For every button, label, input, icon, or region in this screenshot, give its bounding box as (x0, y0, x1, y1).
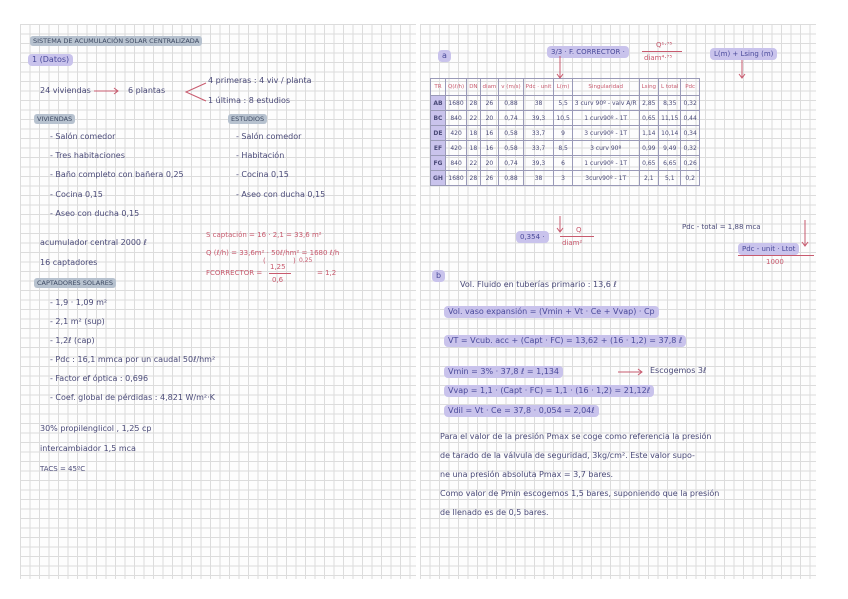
table-cell: GH (431, 171, 446, 186)
table-cell: 0,32 (681, 96, 699, 111)
fcorrector-exponent: 0,25 (299, 257, 313, 264)
table-cell: EF (431, 141, 446, 156)
table-cell: AB (431, 96, 446, 111)
acumulador-text: acumulador central 2000 ℓ (40, 238, 147, 247)
table-cell: 5,5 (554, 96, 572, 111)
fcorrector-paren: ( (263, 257, 266, 265)
table-cell: 420 (445, 141, 466, 156)
section-a-label: a (438, 50, 451, 62)
column-header: DN (467, 79, 480, 96)
table-cell: 3 curv 90º (572, 141, 639, 156)
table-cell: 840 (445, 156, 466, 171)
column-header: v (m/s) (499, 79, 523, 96)
table-cell: 1680 (445, 171, 466, 186)
escogemos-arrow (616, 366, 646, 378)
formula-numerator: Q¹·⁷⁵ (656, 41, 673, 49)
page-title: SISTEMA DE ACUMULACIÓN SOLAR CENTRALIZADA (30, 36, 202, 46)
table-cell: 3 curv 90º - valv A/R (572, 96, 639, 111)
viviendas-item: - Cocina 0,15 (50, 190, 103, 199)
table-cell: 0,65 (639, 111, 658, 126)
velocity-numerator: Q (576, 226, 582, 234)
column-header: Singularidad (572, 79, 639, 96)
table-cell: 0,88 (499, 96, 523, 111)
table-cell: 0,2 (681, 171, 699, 186)
column-header: L(m) (554, 79, 572, 96)
pdc-total: Pdc - total = 1,88 mca (682, 223, 761, 231)
table-cell: 0,44 (681, 111, 699, 126)
plantas-count: 6 plantas (128, 86, 166, 95)
table-cell: 16 (480, 141, 499, 156)
viviendas-total: 24 viviendas (40, 86, 91, 95)
fcorrector-num: 1,25 (270, 263, 286, 271)
left-page (20, 24, 416, 579)
table-cell: 0,88 (499, 171, 523, 186)
column-header: TR (431, 79, 446, 96)
velocity-formula: 0,354 · (516, 231, 549, 243)
viviendas-item: - Tres habitaciones (50, 151, 125, 160)
escogemos-text: Escogemos 3ℓ (650, 366, 707, 375)
table-cell: 8,35 (659, 96, 681, 111)
section-datos-heading: 1 (Datos) (28, 54, 73, 66)
table-cell: 1 curv90º - 1T (572, 111, 639, 126)
table-cell: 0,99 (639, 141, 658, 156)
table-cell: 22 (467, 156, 480, 171)
table-cell: 39,3 (523, 156, 554, 171)
vol-vaso-formula: Vol. vaso expansión = (Vmin + Vt · Ce + Vvap) · Cp (444, 306, 659, 318)
captadores-item: - Pdc : 16,1 mmca por un caudal 50ℓ/hm² (50, 355, 216, 364)
ltotal-formula: L(m) + Lsing (m) (710, 48, 777, 60)
table-cell: 0,58 (499, 141, 523, 156)
table-cell: 16 (480, 126, 499, 141)
estudios-heading: ESTUDIOS (228, 114, 267, 124)
table-cell: 0,58 (499, 126, 523, 141)
paragraph-line: de llenado es de 0,5 bares. (440, 508, 549, 517)
table-cell: 11,15 (659, 111, 681, 126)
fraction-bar (738, 255, 814, 256)
estudios-item: - Aseo con ducha 0,15 (236, 190, 326, 199)
viviendas-item: - Baño completo con bañera 0,25 (50, 170, 184, 179)
fcorrector-paren: ) (293, 257, 296, 265)
column-header: Pdc · unit (523, 79, 554, 96)
table-cell: 0,34 (681, 126, 699, 141)
table-cell: 38 (523, 96, 554, 111)
propilenglicol-text: 30% propilenglicol , 1,25 cp (40, 424, 152, 433)
fcorrector-den: 0,6 (272, 276, 284, 284)
vt-formula: VT = Vcub. acc + (Capt · FC) = 13,62 + (16 · 1,2) = 37,8 ℓ (444, 335, 686, 347)
table-cell: 26 (480, 96, 499, 111)
table-cell: 28 (467, 96, 480, 111)
table-cell: 9,49 (659, 141, 681, 156)
table-cell: 0,65 (639, 156, 658, 171)
estudios-item: - Cocina 0,15 (236, 170, 289, 179)
table-cell: FG (431, 156, 446, 171)
table-cell: 0,32 (681, 141, 699, 156)
estudios-item: - Habitación (236, 151, 285, 160)
fraction-bar (269, 273, 291, 274)
viviendas-heading: VIVIENDAS (34, 114, 75, 124)
table-cell: 20 (480, 156, 499, 171)
captadores-item: - Factor ef óptica : 0,696 (50, 374, 149, 383)
table-cell: 420 (445, 126, 466, 141)
viviendas-item: - Salón comedor (50, 132, 116, 141)
table-cell: 9 (554, 126, 572, 141)
s-captacion-formula: S captación = 16 · 2,1 = 33,6 m² (206, 231, 322, 239)
table-cell: DE (431, 126, 446, 141)
table-cell: 22 (467, 111, 480, 126)
table-cell: 6,65 (659, 156, 681, 171)
table-cell: 3 (554, 171, 572, 186)
table-cell: 0,74 (499, 111, 523, 126)
column-header: Pdc (681, 79, 699, 96)
paragraph-line: Para el valor de la presión Pmax se coge como referencia la presión (440, 432, 712, 441)
section-b-label: b (432, 270, 445, 282)
table-cell: 5,1 (659, 171, 681, 186)
pdc-unit-formula: 3/3 · F. CORRECTOR · (547, 46, 629, 58)
pdc-unit-denominator: 1000 (766, 258, 784, 266)
table-cell: 1 curv90º - 1T (572, 156, 639, 171)
viviendas-item: - Aseo con ducha 0,15 (50, 209, 140, 218)
fcorrector-result: = 1,2 (317, 269, 337, 277)
tacs-text: TACS = 45ºC (40, 465, 86, 473)
table-cell: 33,7 (523, 141, 554, 156)
q-formula: Q (ℓ/h) = 33,6m² · 50ℓ/hm² = 1680 ℓ/h (206, 249, 340, 257)
vdil-formula: Vdil = Vt · Ce = 37,8 · 0,054 = 2,04ℓ (444, 405, 599, 417)
column-header: L total (659, 79, 681, 96)
table-cell: 2,85 (639, 96, 658, 111)
table-cell: 28 (467, 171, 480, 186)
vmin-formula: Vmin = 3% · 37,8 ℓ = 1,134 (444, 366, 563, 378)
captadores-item: - Coef. global de pérdidas : 4,821 W/m²·K (50, 393, 215, 402)
captadores-item: - 1,2ℓ (cap) (50, 336, 95, 345)
table-cell: 3 curv90º - 1T (572, 126, 639, 141)
table-cell: 6 (554, 156, 572, 171)
table-cell: 8,5 (554, 141, 572, 156)
column-header: Q(ℓ/h) (445, 79, 466, 96)
table-cell: 0,74 (499, 156, 523, 171)
paragraph-line: Como valor de Pmin escogemos 1,5 bares, suponiendo que la presión (440, 489, 720, 498)
table-cell: 20 (480, 111, 499, 126)
table-cell: 1,14 (639, 126, 658, 141)
table-cell: 10,5 (554, 111, 572, 126)
formula-denominator: diam⁴·⁷⁵ (644, 54, 673, 62)
table-cell: 3curv90º - 1T (572, 171, 639, 186)
table-cell: 33,7 (523, 126, 554, 141)
table-cell: BC (431, 111, 446, 126)
fraction-bar (560, 236, 594, 237)
captadores-heading: CAPTADORES SOLARES (34, 278, 116, 288)
table-cell: 38 (523, 171, 554, 186)
vol-fluido-text: Vol. Fluido en tuberías primario : 13,6 ℓ (460, 280, 617, 289)
velocity-denominator: diam² (562, 239, 583, 247)
table-cell: 18 (467, 126, 480, 141)
column-header: diam (480, 79, 499, 96)
table-cell: 26 (480, 171, 499, 186)
table-cell: 840 (445, 111, 466, 126)
vvap-formula: Vvap = 1,1 · (Capt · FC) = 1,1 · (16 · 1,2) = 21,12ℓ (444, 385, 654, 397)
table-cell: 18 (467, 141, 480, 156)
captadores-item: - 2,1 m² (sup) (50, 317, 105, 326)
intercambiador-text: intercambiador 1,5 mca (40, 444, 136, 453)
branch-ultima: 1 última : 8 estudios (208, 96, 291, 105)
captadores-count: 16 captadores (40, 258, 98, 267)
paragraph-line: ne una presión absoluta Pmax = 3,7 bares. (440, 470, 614, 479)
column-header: Lsing (639, 79, 658, 96)
pdc-unit-ltot: Pdc - unit · Ltot (738, 243, 799, 255)
fcorrector-label: FCORRECTOR = (206, 269, 263, 277)
table-cell: 0,26 (681, 156, 699, 171)
paragraph-line: de tarado de la válvula de seguridad, 3kg/cm². Este valor supo- (440, 451, 695, 460)
table-cell: 1680 (445, 96, 466, 111)
right-page (420, 24, 816, 579)
estudios-item: - Salón comedor (236, 132, 302, 141)
branch-primeras: 4 primeras : 4 viv / planta (208, 76, 312, 85)
table-cell: 39,3 (523, 111, 554, 126)
table-cell: 2,1 (639, 171, 658, 186)
table-cell: 10,14 (659, 126, 681, 141)
captadores-item: - 1,9 · 1,09 m² (50, 298, 108, 307)
